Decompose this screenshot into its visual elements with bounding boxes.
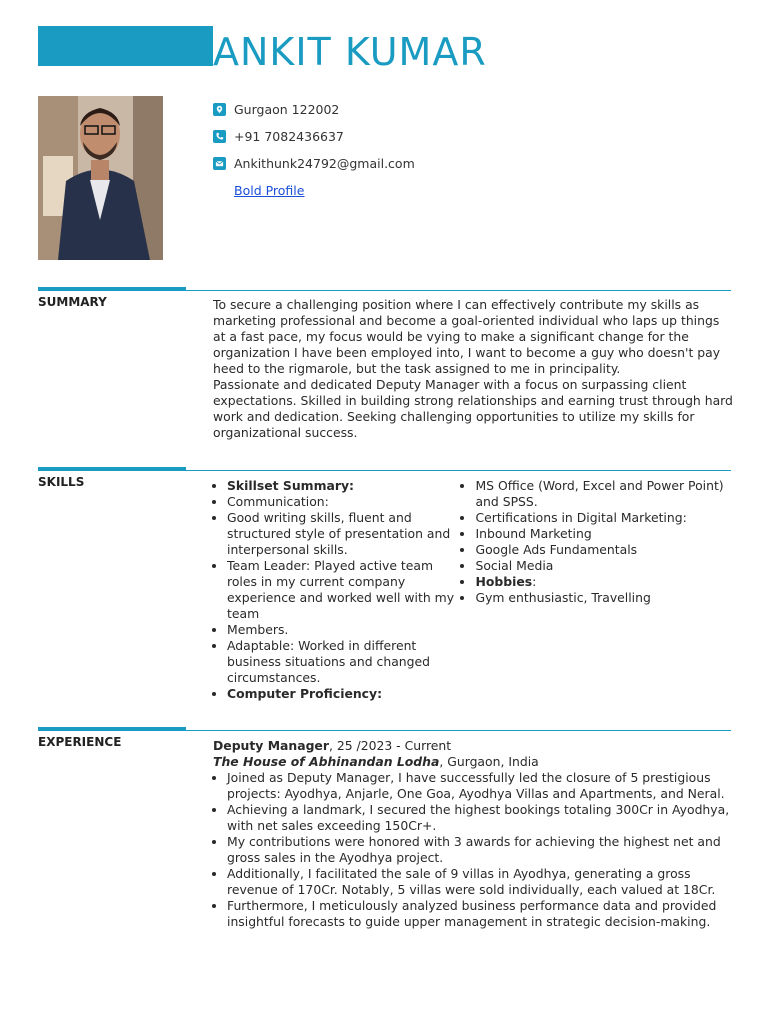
list-item: • Members. (227, 622, 465, 638)
skills-list-left (213, 478, 465, 702)
experience-body (213, 738, 733, 930)
company-line (213, 754, 733, 770)
bold-profile-link[interactable]: Bold Profile (234, 183, 305, 198)
job-dates: , 25 /2023 - Current (328, 738, 452, 753)
candidate-name: ANKIT KUMAR (213, 30, 487, 74)
list-item: • Communication: (227, 494, 465, 510)
list-item: • Adaptable: Worked in different business situations and changed circumstances. (227, 638, 465, 686)
location-text: Gurgaon 122002 (234, 102, 340, 117)
section-rule-accent (38, 467, 186, 471)
email-icon (213, 157, 226, 170)
skills-section (38, 467, 731, 707)
list-item: • MS Office (Word, Excel and Power Point) and SPSS. (475, 478, 733, 510)
company-location: , Gurgaon, India (439, 754, 539, 769)
location-pin-icon (213, 103, 226, 116)
section-rule-line (186, 470, 731, 471)
list-item: • Computer Proficiency: (227, 686, 465, 702)
section-rule-line (186, 290, 731, 291)
list-item: • Good writing skills, fluent and structured style of presentation and interpersonal skills. (227, 510, 465, 558)
section-rule-line (186, 730, 731, 731)
list-item: • Gym enthusiastic, Travelling (475, 590, 733, 606)
contact-location (213, 96, 415, 123)
experience-section (38, 727, 731, 937)
job-role: Deputy Manager (213, 738, 329, 753)
company-name: The House of Abhinandan Lodha (213, 754, 440, 769)
list-item: • Team Leader: Played active team roles in my current company experience and worked well with my team (227, 558, 465, 622)
experience-bullets (213, 770, 733, 930)
skills-body (213, 478, 733, 702)
list-item: • Google Ads Fundamentals (475, 542, 733, 558)
contact-phone (213, 123, 415, 150)
contact-email (213, 150, 415, 177)
job-title-line (213, 738, 733, 754)
list-item: • Inbound Marketing (475, 526, 733, 542)
section-rule-accent (38, 727, 186, 731)
summary-section (38, 287, 731, 447)
experience-heading: EXPERIENCE (38, 735, 122, 749)
summary-body (213, 297, 733, 441)
name-accent-bar (38, 26, 213, 66)
contact-profile (213, 177, 415, 204)
list-item: • My contributions were honored with 3 awards for achieving the highest net and gross sales in the Ayodhya project. (227, 834, 733, 866)
phone-text: +91 7082436637 (234, 129, 344, 144)
list-item: • Hobbies: (475, 574, 733, 590)
phone-icon (213, 130, 226, 143)
summary-paragraph-1: To secure a challenging position where I can effectively contribute my skills as marketing professional and become a goal-oriented individual who laps up things at a fast pace, my focus would be vying to make a significant change for the organization I have been employed into, I want to become a guy who doesn't pay heed to the rigmarole, but the task assigned to me in principality. (213, 297, 721, 376)
list-item: • Additionally, I facilitated the sale of 9 villas in Ayodhya, generating a gross revenue of 170Cr. Notably, 5 villas were sold individually, each valued at 18Cr. (227, 866, 733, 898)
list-item: • Furthermore, I meticulously analyzed business performance data and provided insightful forecasts to guide upper management in strategic decision-making. (227, 898, 733, 930)
email-text: Ankithunk24792@gmail.com (234, 156, 415, 171)
contact-info (213, 96, 415, 204)
summary-heading: SUMMARY (38, 295, 107, 309)
list-item: • Social Media (475, 558, 733, 574)
list-item: • Achieving a landmark, I secured the highest bookings totaling 300Cr in Ayodhya, with net sales exceeding 150Cr+. (227, 802, 733, 834)
summary-paragraph-2: Passionate and dedicated Deputy Manager with a focus on surpassing client expectations. Skilled in building strong relationships and earning trust through hard work and dedication. Seeking challenging opportunities to utilize my skills for organizational success. (213, 377, 733, 440)
list-item: • Joined as Deputy Manager, I have successfully led the closure of 5 prestigious projects: Ayodhya, Anjarle, One Goa, Ayodhya Villas and Apartments, and Neral. (227, 770, 733, 802)
list-item: • Certifications in Digital Marketing: (475, 510, 733, 526)
section-rule-accent (38, 287, 186, 291)
list-item: • Skillset Summary: (227, 478, 465, 494)
profile-photo (38, 96, 163, 260)
skills-list-right (465, 478, 733, 702)
skills-heading: SKILLS (38, 475, 85, 489)
